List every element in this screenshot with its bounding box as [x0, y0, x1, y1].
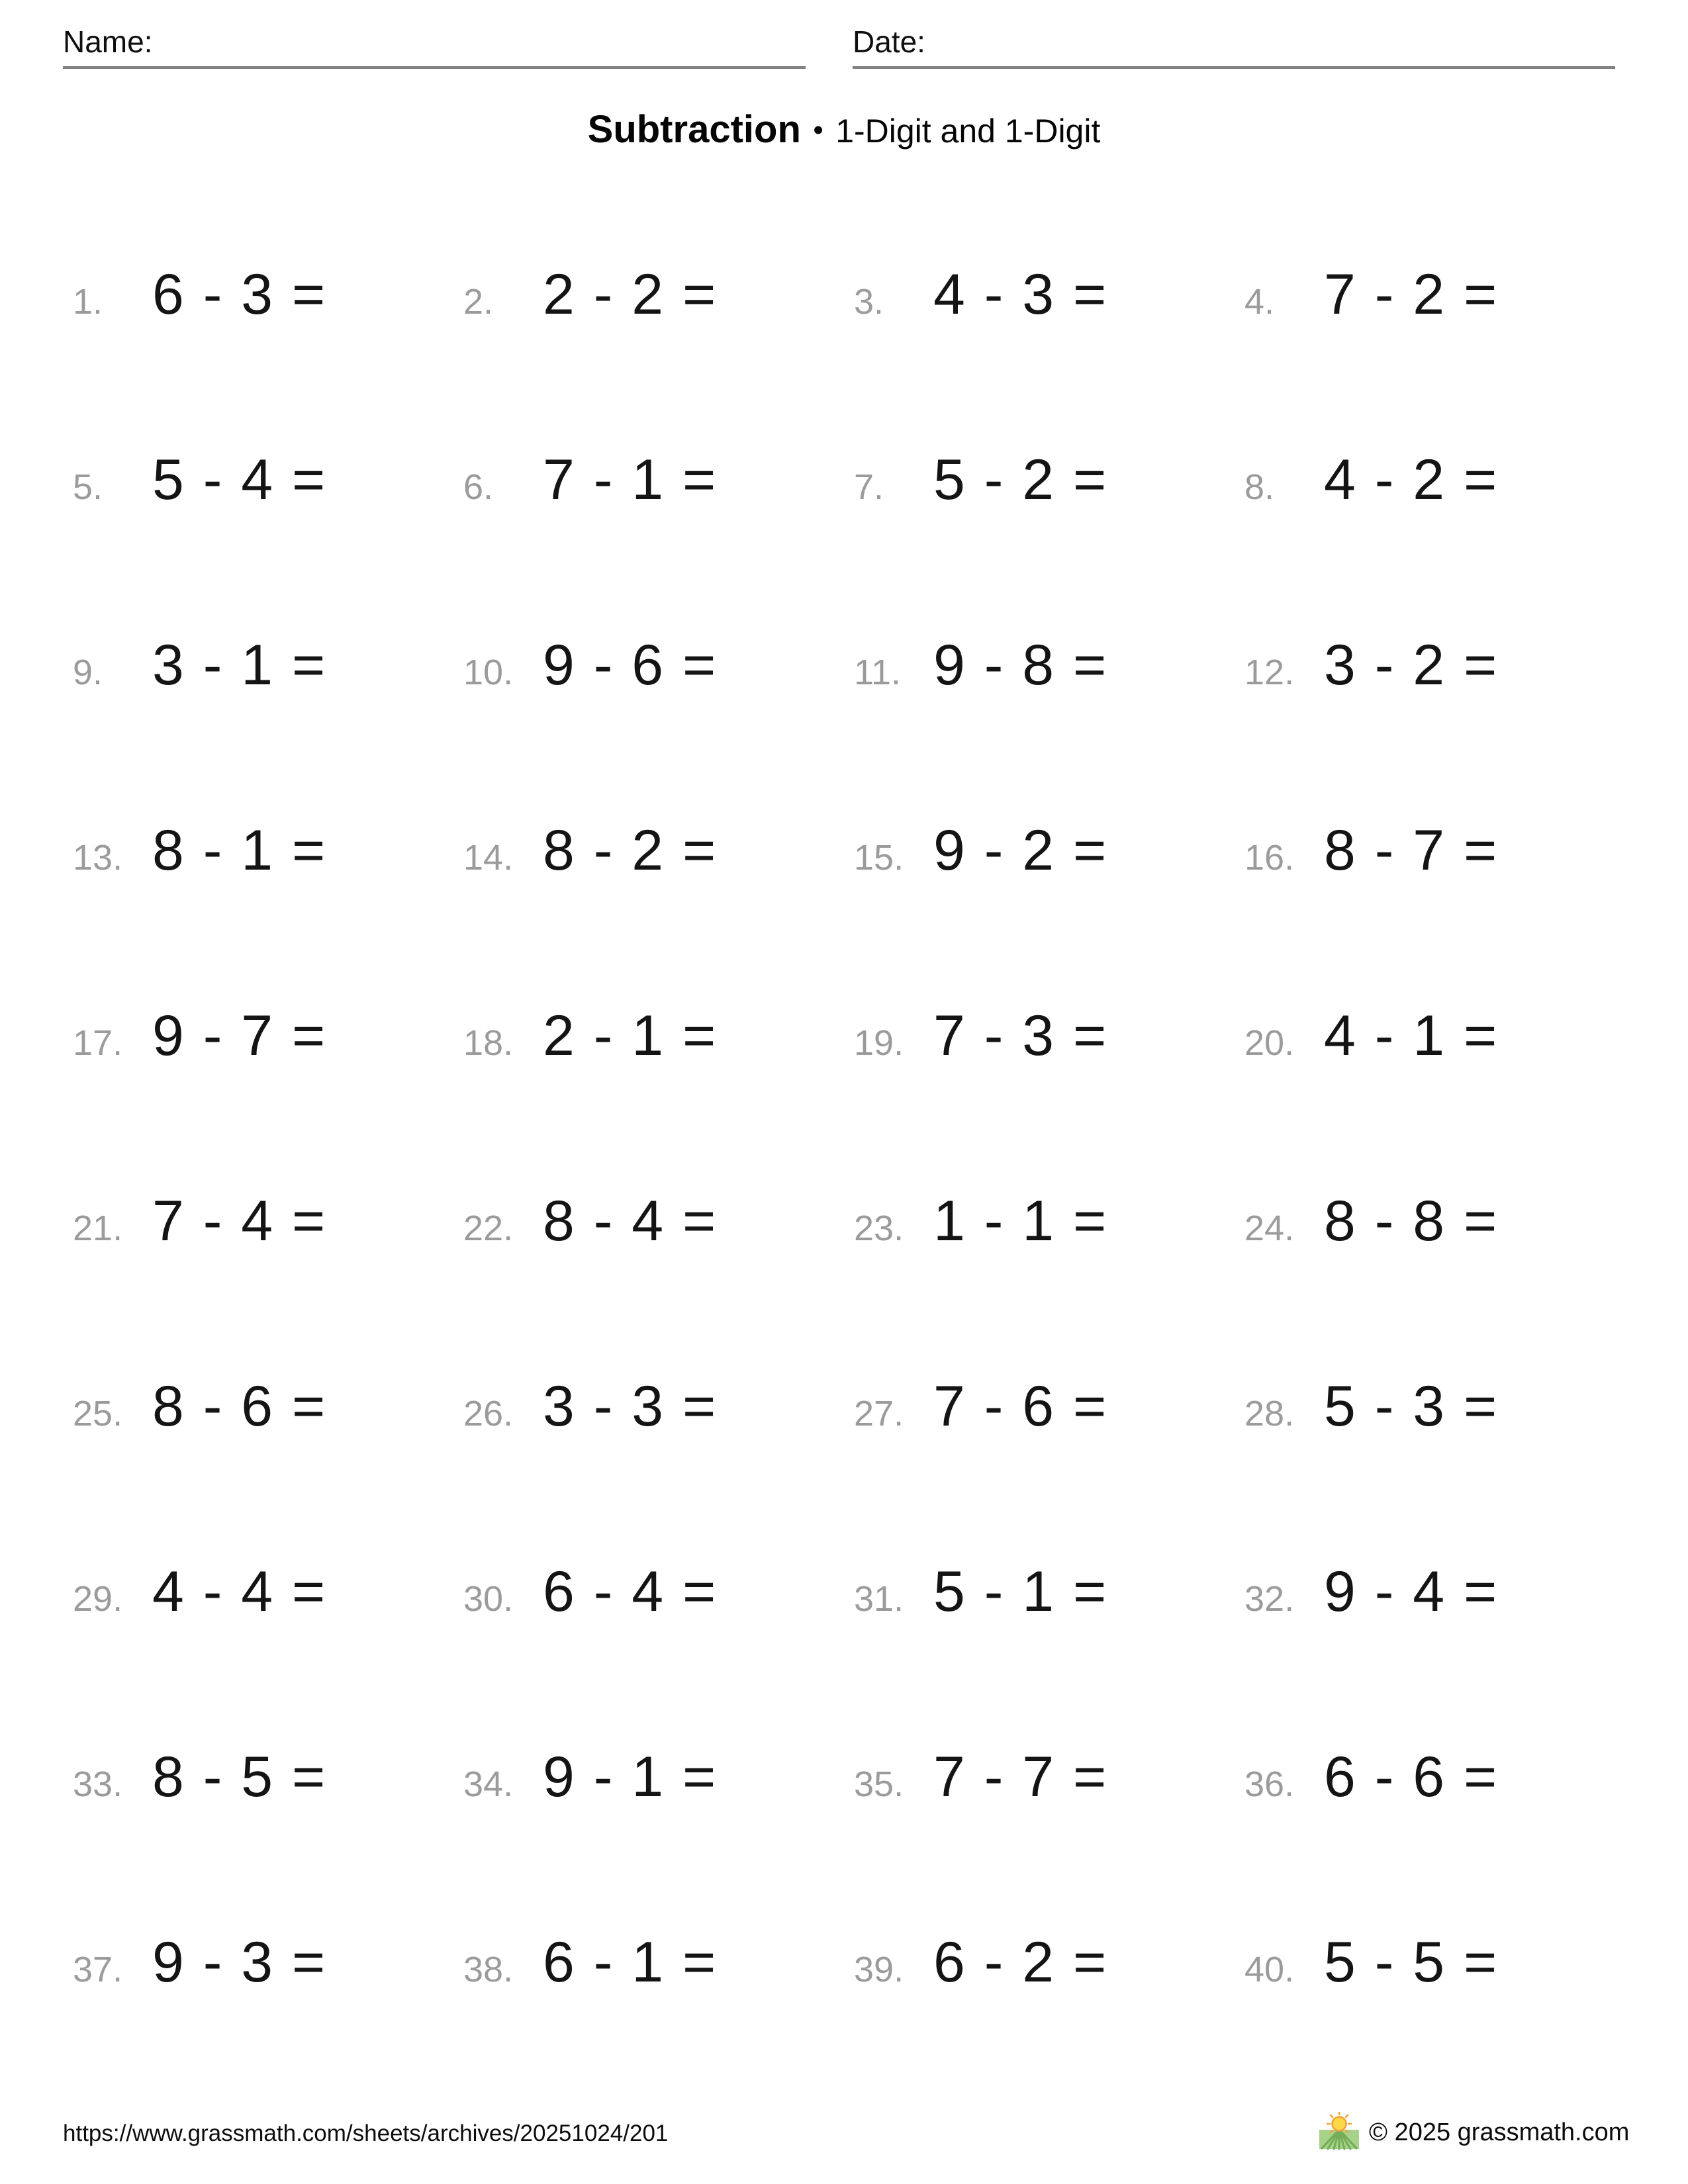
- problem-cell: [844, 990, 1235, 1175]
- problem-cell: [844, 434, 1235, 619]
- problem-number: 38.: [463, 1950, 514, 1989]
- problem-cell: [844, 1917, 1235, 2102]
- problem-cell: [453, 990, 844, 1175]
- problem-cell: [63, 1917, 453, 2102]
- problem-expression: 6 - 2 =: [933, 1931, 1106, 1994]
- problem-expression: 5 - 4 =: [152, 448, 325, 512]
- problem-expression: 9 - 2 =: [933, 819, 1106, 882]
- problem-number: 15.: [854, 838, 904, 878]
- problem-expression: 7 - 2 =: [1324, 263, 1497, 326]
- problem-number: 37.: [73, 1950, 123, 1989]
- problem-number: 19.: [854, 1023, 904, 1063]
- problem-expression: 4 - 2 =: [1324, 448, 1497, 512]
- date-field[interactable]: [853, 5, 1615, 69]
- name-field[interactable]: [63, 5, 806, 69]
- problem-cell: [1235, 1175, 1625, 1361]
- problem-number: 9.: [73, 653, 103, 692]
- problem-cell: [1235, 990, 1625, 1175]
- problem-number: 23.: [854, 1208, 904, 1248]
- sun-over-field-icon: [1319, 2112, 1360, 2153]
- problem-number: 34.: [463, 1764, 514, 1804]
- problem-expression: 9 - 3 =: [152, 1931, 325, 1994]
- problem-cell: [453, 1175, 844, 1361]
- problem-expression: 8 - 1 =: [152, 819, 325, 882]
- problem-number: 3.: [854, 282, 884, 322]
- problem-cell: [63, 1731, 453, 1917]
- problem-number: 28.: [1244, 1394, 1295, 1433]
- problem-cell: [1235, 805, 1625, 990]
- problem-expression: 8 - 6 =: [152, 1375, 325, 1438]
- date-label: Date:: [853, 24, 925, 59]
- problem-cell: [1235, 1731, 1625, 1917]
- problem-cell: [63, 249, 453, 434]
- problem-cell: [453, 1546, 844, 1731]
- problem-expression: 2 - 1 =: [543, 1004, 716, 1068]
- problem-expression: 9 - 4 =: [1324, 1560, 1497, 1623]
- problem-cell: [1235, 1546, 1625, 1731]
- problem-number: 12.: [1244, 653, 1295, 692]
- problem-expression: 6 - 6 =: [1324, 1745, 1497, 1809]
- problem-expression: 3 - 1 =: [152, 633, 325, 697]
- problem-expression: 5 - 2 =: [933, 448, 1106, 512]
- problem-cell: [1235, 619, 1625, 805]
- problem-cell: [63, 1175, 453, 1361]
- problem-number: 13.: [73, 838, 123, 878]
- problem-cell: [1235, 1361, 1625, 1546]
- problem-cell: [844, 1731, 1235, 1917]
- problem-expression: 6 - 4 =: [543, 1560, 716, 1623]
- problem-number: 39.: [854, 1950, 904, 1989]
- problem-cell: [1235, 434, 1625, 619]
- problem-expression: 9 - 7 =: [152, 1004, 325, 1068]
- copyright-text: © 2025 grassmath.com: [1369, 2118, 1630, 2146]
- problem-cell: [453, 1917, 844, 2102]
- problem-cell: [453, 619, 844, 805]
- problem-expression: 9 - 6 =: [543, 633, 716, 697]
- problem-expression: 9 - 1 =: [543, 1745, 716, 1809]
- problem-cell: [453, 1361, 844, 1546]
- problem-expression: 5 - 5 =: [1324, 1931, 1497, 1994]
- problem-expression: 4 - 4 =: [152, 1560, 325, 1623]
- problem-cell: [63, 990, 453, 1175]
- problem-cell: [63, 1361, 453, 1546]
- footer-branding: [1319, 2111, 1629, 2154]
- title-main: Subtraction: [587, 108, 801, 151]
- problem-cell: [453, 805, 844, 990]
- problem-expression: 7 - 1 =: [543, 448, 716, 512]
- problem-number: 36.: [1244, 1764, 1295, 1804]
- problem-expression: 4 - 1 =: [1324, 1004, 1497, 1068]
- problem-number: 6.: [463, 467, 494, 507]
- problem-number: 32.: [1244, 1579, 1295, 1619]
- problem-cell: [453, 249, 844, 434]
- problem-expression: 8 - 2 =: [543, 819, 716, 882]
- problem-cell: [453, 1731, 844, 1917]
- problem-expression: 7 - 4 =: [152, 1189, 325, 1253]
- problem-cell: [453, 434, 844, 619]
- problems-grid: [63, 249, 1625, 2102]
- problem-expression: 1 - 1 =: [933, 1189, 1106, 1253]
- problem-cell: [844, 1175, 1235, 1361]
- problem-number: 33.: [73, 1764, 123, 1804]
- problem-number: 29.: [73, 1579, 123, 1619]
- problem-expression: 2 - 2 =: [543, 263, 716, 326]
- problem-cell: [63, 1546, 453, 1731]
- problem-cell: [844, 619, 1235, 805]
- problem-cell: [63, 805, 453, 990]
- problem-expression: 3 - 3 =: [543, 1375, 716, 1438]
- problem-expression: 9 - 8 =: [933, 633, 1106, 697]
- problem-number: 26.: [463, 1394, 514, 1433]
- problem-cell: [844, 249, 1235, 434]
- problem-expression: 4 - 3 =: [933, 263, 1106, 326]
- problem-expression: 8 - 8 =: [1324, 1189, 1497, 1253]
- problem-number: 31.: [854, 1579, 904, 1619]
- problem-cell: [63, 619, 453, 805]
- problem-expression: 5 - 1 =: [933, 1560, 1106, 1623]
- title-subtitle: 1-Digit and 1-Digit: [835, 113, 1101, 150]
- problem-number: 7.: [854, 467, 884, 507]
- problem-number: 4.: [1244, 282, 1275, 322]
- problem-number: 20.: [1244, 1023, 1295, 1063]
- problem-number: 17.: [73, 1023, 123, 1063]
- problem-number: 40.: [1244, 1950, 1295, 1989]
- problem-number: 21.: [73, 1208, 123, 1248]
- problem-expression: 6 - 1 =: [543, 1931, 716, 1994]
- problem-number: 5.: [73, 467, 103, 507]
- problem-cell: [844, 805, 1235, 990]
- problem-number: 30.: [463, 1579, 514, 1619]
- problem-number: 24.: [1244, 1208, 1295, 1248]
- problem-expression: 8 - 4 =: [543, 1189, 716, 1253]
- problem-cell: [1235, 1917, 1625, 2102]
- problem-number: 11.: [854, 653, 902, 692]
- problem-expression: 8 - 5 =: [152, 1745, 325, 1809]
- problem-number: 10.: [463, 653, 514, 692]
- problem-number: 35.: [854, 1764, 904, 1804]
- problem-number: 8.: [1244, 467, 1275, 507]
- name-label: Name:: [63, 24, 153, 59]
- title-separator-bullet: •: [813, 114, 823, 146]
- problem-expression: 6 - 3 =: [152, 263, 325, 326]
- problem-expression: 7 - 7 =: [933, 1745, 1106, 1809]
- problem-number: 27.: [854, 1394, 904, 1433]
- problem-number: 18.: [463, 1023, 514, 1063]
- page-title: [0, 107, 1688, 152]
- problem-number: 25.: [73, 1394, 123, 1433]
- problem-cell: [1235, 249, 1625, 434]
- problem-number: 2.: [463, 282, 494, 322]
- problem-cell: [63, 434, 453, 619]
- problem-expression: 7 - 6 =: [933, 1375, 1106, 1438]
- problem-expression: 5 - 3 =: [1324, 1375, 1497, 1438]
- problem-cell: [844, 1546, 1235, 1731]
- problem-expression: 7 - 3 =: [933, 1004, 1106, 1068]
- problem-number: 22.: [463, 1208, 514, 1248]
- problem-expression: 3 - 2 =: [1324, 633, 1497, 697]
- problem-expression: 8 - 7 =: [1324, 819, 1497, 882]
- footer-url-link[interactable]: https://www.grassmath.com/sheets/archives/20251024/201: [63, 2120, 669, 2146]
- problem-cell: [844, 1361, 1235, 1546]
- problem-number: 16.: [1244, 838, 1295, 878]
- problem-number: 1.: [73, 282, 103, 322]
- problem-number: 14.: [463, 838, 514, 878]
